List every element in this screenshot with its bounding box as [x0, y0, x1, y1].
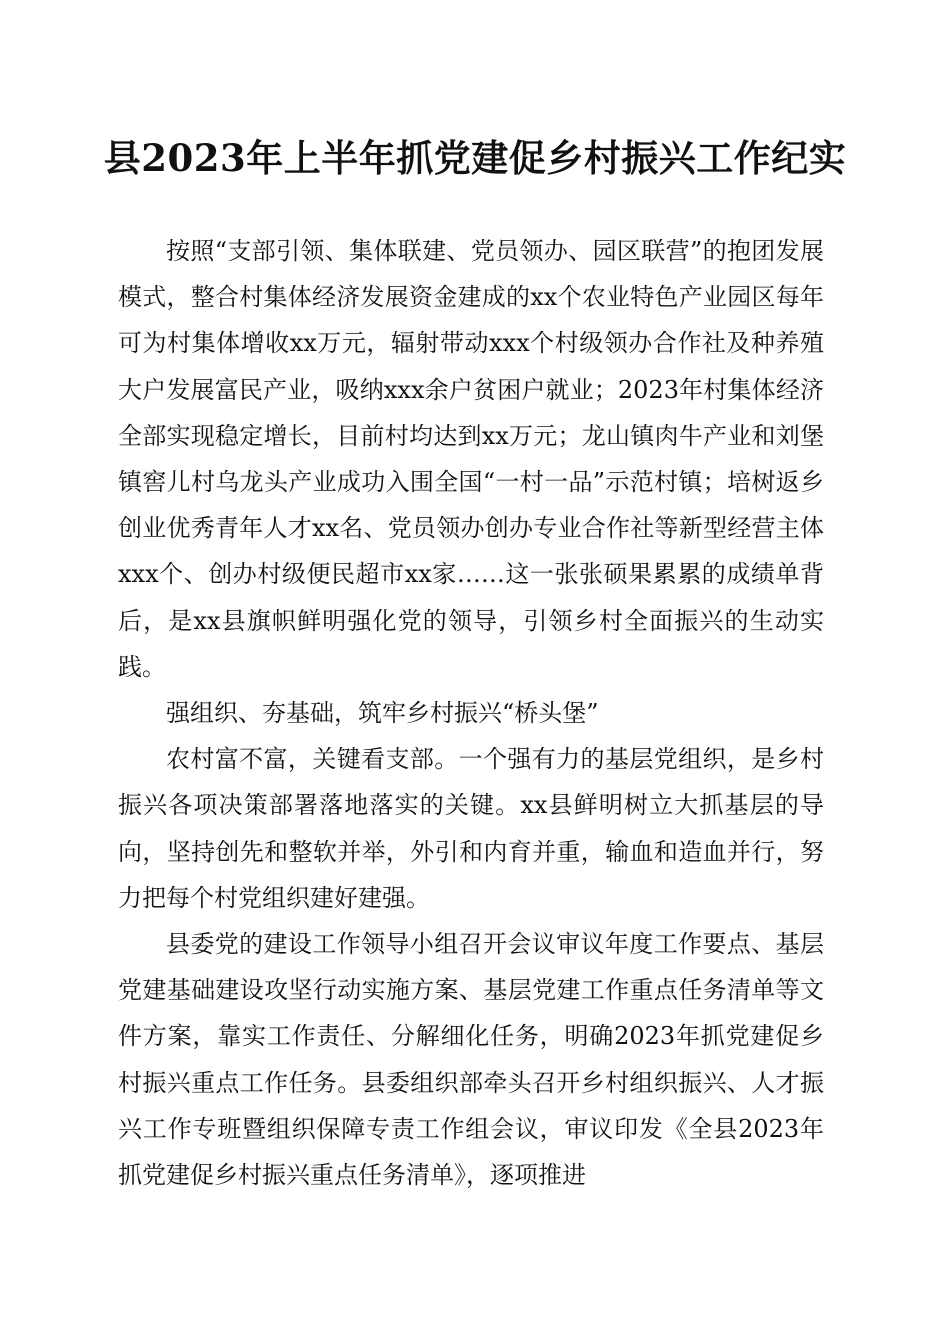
paragraph-organization: 农村富不富，关键看支部。一个强有力的基层党组织，是乡村振兴各项决策部署落地落实的关键。xx县鲜明树立大抓基层的导向，坚持创先和整软并举，外引和内育并重，输血和造血并行，努力把每个村党组织建好建强。 — [118, 745, 824, 912]
document-body — [118, 228, 824, 1198]
section-heading: 强组织、夯基础，筑牢乡村振兴“桥头堡” — [166, 699, 599, 728]
paragraph-county-committee: 县委党的建设工作领导小组召开会议审议年度工作要点、基层党建基础建设攻坚行动实施方案、基层党建工作重点任务清单等文件方案，靠实工作责任、分解细化任务，明确2023年抓党建促乡村振兴重点工作任务。县委组织部牵头召开乡村组织振兴、人才振兴工作专班暨组织保障专责工作组会议，审议印发《全县2023年抓党建促乡村振兴重点任务清单》，逐项推进 — [118, 930, 824, 1190]
paragraph-intro: 按照“支部引领、集体联建、党员领办、园区联营”的抱团发展模式，整合村集体经济发展资金建成的xx个农业特色产业园区每年可为村集体增收xx万元，辐射带动xxx个村级领办合作社及种养殖大户发展富民产业，吸纳xxx余户贫困户就业；2023年村集体经济全部实现稳定增长，目前村均达到xx万元；龙山镇肉牛产业和刘堡镇窖儿村乌龙头产业成功入围全国“一村一品”示范村镇；培树返乡创业优秀青年人才xx名、党员领办创办专业合作社等新型经营主体xxx个、创办村级便民超市xx家……这一张张硕果累累的成绩单背后，是xx县旗帜鲜明强化党的领导，引领乡村全面振兴的生动实践。 — [118, 237, 824, 681]
document-title: 县2023年上半年抓党建促乡村振兴工作纪实 — [103, 136, 847, 180]
